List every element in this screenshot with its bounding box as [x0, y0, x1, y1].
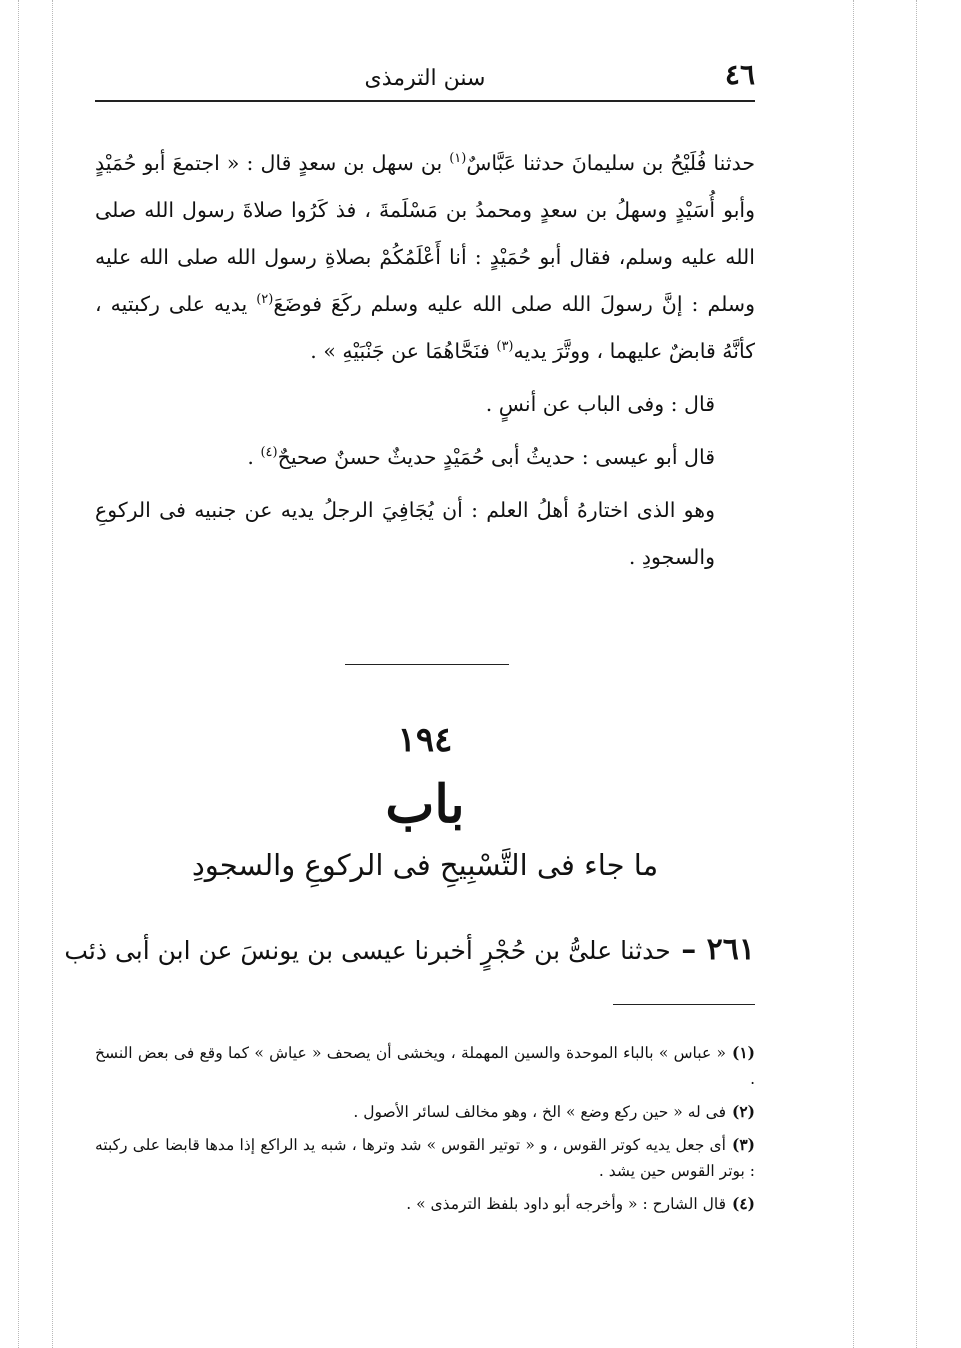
scan-guide-left-inner	[52, 0, 53, 1348]
footnote-number: (٢)	[731, 1102, 755, 1121]
bab-note-paragraph: قال : وفى الباب عن أنسٍ .	[485, 392, 715, 416]
text-run: حدثنا فُلَيْحُ بن سليمانَ حدثنا عَبَّاسٌ	[466, 151, 756, 175]
footnote-text: فى له « حين ركع وضع » الخ ، وهو مخالف لسائر الأصول .	[353, 1103, 726, 1121]
footnote-3	[95, 1132, 755, 1184]
hadith-text: حدثنا علىُّ بن حُجْرٍ أخبرنا عيسى بن يونسَ عن ابن أبى ذئب	[64, 936, 671, 965]
footnote-ref-2[interactable]: (٢)	[256, 292, 274, 308]
hadith-paragraph	[95, 140, 755, 375]
scan-guide-right	[916, 0, 917, 1348]
footnote-number: (١)	[731, 1043, 755, 1062]
footnote-4	[95, 1191, 755, 1217]
footnote-number: (٣)	[731, 1135, 755, 1154]
footnote-text: أى جعل يديه كوتر القوس ، و « توتير القوس » شد وترها ، شبه يد الراكع إذا مدها قابضا على ركبته : بوتر القوس حين يشد .	[95, 1136, 755, 1180]
scan-guide-left	[18, 0, 19, 1348]
page-number: ٤٦	[724, 58, 755, 91]
hadith-number: ٢٦١	[706, 932, 755, 967]
footnote-text: « عباس » بالباء الموحدة والسين المهملة ، ويخشى أن يصحف « عياش » كما وقع فى بعض النسخ .	[95, 1044, 755, 1088]
book-title: سنن الترمذى	[364, 66, 486, 91]
text-run: قال أبو عيسى : حديثُ أبى حُمَيْدٍ حديثٌ حسنٌ صحيحٌ	[277, 445, 715, 469]
hadith-dash: –	[670, 932, 707, 967]
footnotes	[95, 1040, 755, 1224]
section-divider	[345, 664, 509, 665]
footnote-ref-1[interactable]: (١)	[449, 151, 467, 167]
text-run: فنَحَّاهُمَا عن جَنْبَيْهِ » .	[310, 339, 497, 363]
scholars-opinion-paragraph: وهو الذى اختارهُ أهلُ العلم : أن يُجَافِيَ الرجلُ يديه عن جنبيه فى الركوعِ والسجودِ .	[95, 498, 715, 569]
body-text	[95, 140, 755, 581]
text-run: .	[247, 445, 261, 469]
footnote-2	[95, 1099, 755, 1125]
footnote-text: قال الشارح : « وأخرجه أبو داود بلفظ الترمذى » .	[406, 1195, 726, 1213]
text-run: بن سهل بن سعدٍ قال : « اجتمعَ أبو حُمَيْدٍ وأبو أُسَيْدٍ وسهلُ بن سعدٍ ومحمدُ بن مَسْلَمةَ ، فذ كَرُوا صلاةَ رسول الله صلى الله عليه وسلم، فقال أبو حُمَيْدٍ : أنا أَعْلَمُكُمْ بصلاةِ رسول الله صلى الله عليه وسلم : إنَّ رسولَ الله صلى الله عليه وسلم ركَعَ فوضَعَ	[95, 151, 755, 316]
hadith-opening-line	[64, 932, 755, 967]
running-head	[95, 52, 755, 102]
text-run: يديه على ركبتيه ، كأنَّهُ قابضٌ عليهما ، ووتَّرَ يديه	[95, 292, 755, 363]
chapter-title: ما جاء فى التَّسْبِيحِ فى الركوعِ والسجودِ	[191, 848, 659, 882]
footnote-number: (٤)	[731, 1194, 755, 1213]
chapter-number: ١٩٤	[397, 720, 453, 760]
footnote-ref-3[interactable]: (٣)	[496, 339, 514, 355]
chapter-heading: باب	[385, 774, 465, 835]
footnote-divider	[613, 1004, 755, 1005]
footnote-1	[95, 1040, 755, 1092]
grading-paragraph	[95, 434, 755, 481]
book-page	[64, 52, 756, 1312]
footnote-ref-4[interactable]: (٤)	[260, 445, 278, 461]
scan-guide-right-inner	[853, 0, 854, 1348]
